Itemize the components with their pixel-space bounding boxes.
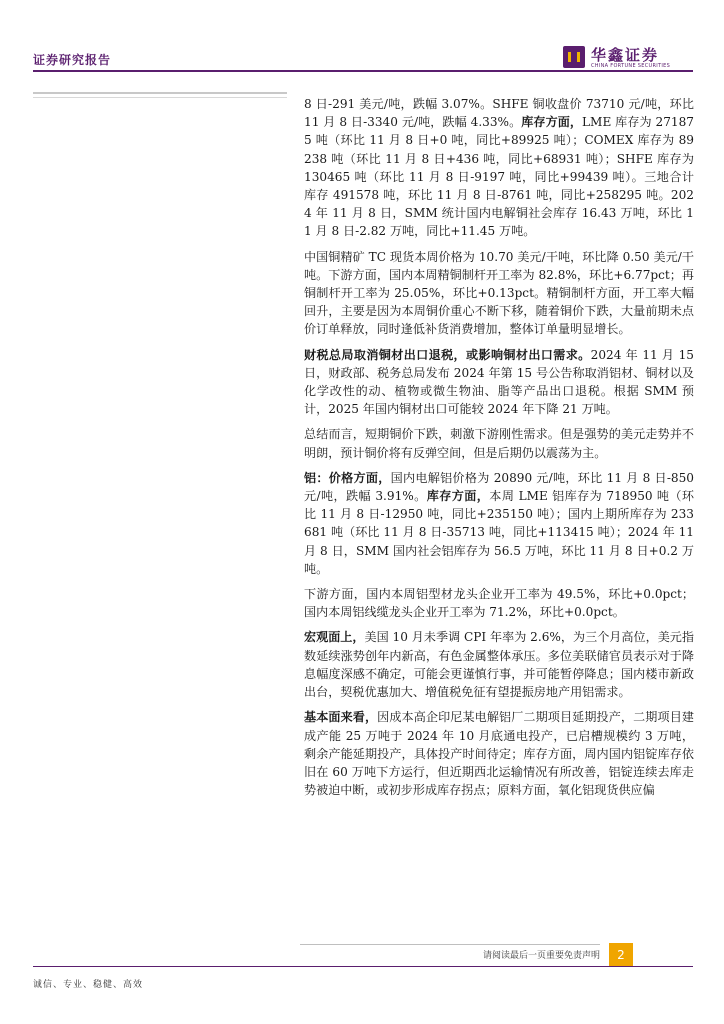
logo-english-name: CHINA FORTUNE SECURITIES <box>591 63 671 69</box>
logo-mark-icon <box>563 46 585 68</box>
paragraph-fundamentals <box>304 708 694 799</box>
copy-tc-text: 中国铜精矿 TC 现货本周价格为 10.70 美元/干吨，环比降 0.50 美元/干吨。下游方面，国内本周精铜制杆开工率为 82.8%，环比+6.77pct；再铜制杆开工率为 25.05%，环比+0.13pct。精铜制杆方面，开工率大幅回升，主要是因为本周铜价重心不断下移，随着铜价下跌，大量前期未点价订单释放，同时逢低补货消费增加，整体订单量明显增长。 <box>304 249 694 337</box>
export-rebate-text: 2024 年 11 月 15 日，财政部、税务总局发布 2024 年第 15 号公告称取消铝材、铜材以及化学改性的动、植物或微生物油、脂等产品出口退税。根据 SMM 预计，2025 年国内铜材出口可能较 2024 年下降 21 万吨。 <box>304 347 694 417</box>
footer-divider <box>33 966 693 967</box>
fundamentals-text: 因成本高企印尼某电解铝厂二期项目延期投产，二期项目建成产能 25 万吨于 2024 年 10 月底通电投产，已启槽规模约 3 万吨，剩余产能延期投产，具体投产时间待定；库存方面，周内国内铝锭库存依旧在 60 万吨下方运行，但近期西北运输情况有所改善，铝锭连续去库走势被迫中断，或初步形成库存拐点；原料方面，氧化铝现货供应偏 <box>304 710 694 798</box>
report-type-label: 证券研究报告 <box>33 53 112 67</box>
copy-price-text: 8 日-291 美元/吨，跌幅 3.07%。SHFE 铜收盘价 73710 元/吨，环比 11 月 8 日-3340 元/吨，跌幅 4.33%。 <box>304 97 694 130</box>
header-divider <box>33 70 693 72</box>
page-number-badge: 2 <box>609 943 633 967</box>
aluminum-price-heading: 铝：价格方面， <box>304 470 391 485</box>
footer-line <box>300 944 600 945</box>
macro-text: 美国 10 月未季调 CPI 年率为 2.6%，为三个月高位，美元指数延续涨势创年内新高，有色金属整体承压。多位美联储官员表示对于降息幅度深感不确定，可能会更谨慎行事，并可能暂停降息；国内楼市新政出台，契税优惠加大、增值税免征有望提振房地产用铝需求。 <box>304 630 694 700</box>
paragraph-export-rebate <box>304 346 694 419</box>
paragraph-copy-price-inventory <box>304 95 694 241</box>
aluminum-inventory-text: 本周 LME 铝库存为 718950 吨（环比 11 月 8 日-12950 吨，同比+235150 吨）；国内上期所库存为 233681 吨（环比 11 月 8 日-35713 吨，同比+113415 吨）；2024 年 11 月 8 日，SMM 国内社会铝库存为 56.5 万吨，环比 11 月 8 日+0.2 万吨。 <box>304 489 694 576</box>
report-body <box>304 95 694 806</box>
company-motto: 诚信、专业、稳健、高效 <box>33 980 144 990</box>
disclaimer-note: 请阅读最后一页重要免责声明 <box>482 951 600 961</box>
export-rebate-heading: 财税总局取消铜材出口退税，或影响铜材出口需求。 <box>304 347 591 362</box>
paragraph-aluminum-downstream <box>304 585 694 621</box>
paragraph-macro <box>304 628 694 701</box>
inventory-heading: 库存方面， <box>521 115 583 130</box>
macro-heading: 宏观面上， <box>304 630 365 645</box>
paragraph-copper-summary <box>304 425 694 461</box>
paragraph-copy-tc-downstream <box>304 248 694 339</box>
sidebar-rule-top <box>33 92 287 94</box>
sidebar-rule-bottom <box>33 97 287 98</box>
aluminum-inventory-heading: 库存方面， <box>426 489 490 504</box>
copper-summary-text: 总结而言，短期铜价下跌，刺激下游刚性需求。但是强势的美元走势并不明朗，预计铜价将有反弹空间，但是后期仍以震荡为主。 <box>304 427 694 460</box>
logo-name: 华鑫证券 <box>591 46 660 64</box>
aluminum-price-text: 国内电解铝价格为 20890 元/吨，环比 11 月 8 日-850 元/吨，跌幅 3.91%。 <box>304 470 694 504</box>
paragraph-aluminum-price-inventory <box>304 469 694 578</box>
aluminum-downstream-text: 下游方面，国内本周铝型材龙头企业开工率为 49.5%，环比+0.0pct；国内本周铝线缆龙头企业开工率为 71.2%，环比+0.0pct。 <box>304 587 694 620</box>
copy-inventory-text: LME 库存为 271875 吨（环比 11 月 8 日+0 吨，同比+89925 吨）；COMEX 库存为 89238 吨（环比 11 月 8 日+436 吨，同比+68931 吨）；SHFE 库存为 130465 吨（环比 11 月 8 日-9197 吨，同比+99439 吨）。三地合计库存 491578 吨，环比 11 月 8 日-8761 吨，同比+258295 吨。2024 年 11 月 8 日，SMM 统计国内电解铜社会库存 16.43 万吨，环比 11 月 8 日-2.82 万吨，同比+11.45 万吨。 <box>304 115 694 239</box>
fundamentals-heading: 基本面来看， <box>304 710 378 725</box>
